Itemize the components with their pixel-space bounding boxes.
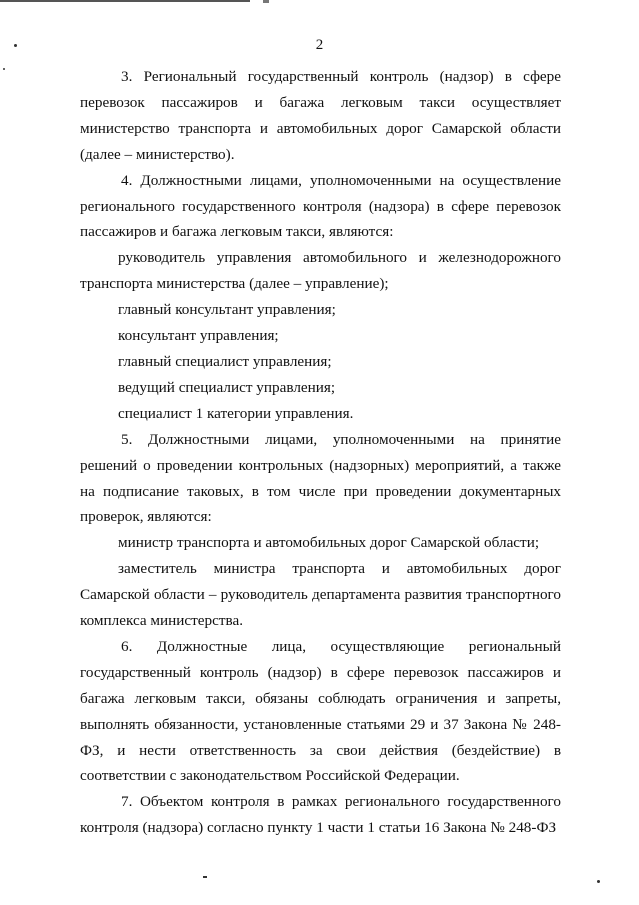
official-item: руководитель управления автомобильного и железнодорожного транспорта министерства (далее – управление); [80,249,561,293]
official-item: заместитель министра транспорта и автомобильных дорог Самарской области – руководитель департамента развития транспортного комплекса министерства. [80,560,561,630]
official-item: консультант управления; [118,327,279,345]
page-number: 2 [315,37,324,53]
document-body [80,64,561,841]
scan-edge-top [0,0,250,2]
official-item: ведущий специалист управления; [118,378,336,396]
paragraph-6: 6. Должностные лица, осуществляющие региональный государственный контроль (надзор) в сфере перевозок пассажиров и багажа легковым такси, обязаны соблюдать ограничения и запреты, выполнять обязанности, установленные статьями 29 и 37 Закона № 248-ФЗ, и нести ответственность за свои действия (бездействие) в соответствии с законодательством Российской Федерации. [80,637,561,785]
official-item: министр транспорта и автомобильных дорог Самарской области; [118,534,540,552]
official-item: главный консультант управления; [118,301,336,319]
paragraph-4: 4. Должностными лицами, уполномоченными на осуществление регионального государственного контроля (надзора) в сфере перевозок пассажиров и багажа легковым такси, являются: [80,171,561,241]
official-item: специалист 1 категории управления. [118,404,354,422]
paragraph-5: 5. Должностными лицами, уполномоченными на принятие решений о проведении контрольных (надзорных) мероприятий, а также на подписание таковых, в том числе при проведении документарных проверок, являются: [80,430,561,526]
scan-dot [597,880,600,883]
scan-dot [3,68,5,70]
scan-dot [203,876,207,878]
paragraph-3: 3. Региональный государственный контроль (надзор) в сфере перевозок пассажиров и багажа легковым такси осуществляет министерство транспорта и автомобильных дорог Самарской области (далее – министерство). [80,68,561,163]
scan-mark-top [263,0,269,3]
paragraph-7: 7. Объектом контроля в рамках регионального государственного контроля (надзора) согласно пункту 1 части 1 статьи 16 Закона № 248-ФЗ [80,793,561,837]
official-item: главный специалист управления; [118,352,332,370]
